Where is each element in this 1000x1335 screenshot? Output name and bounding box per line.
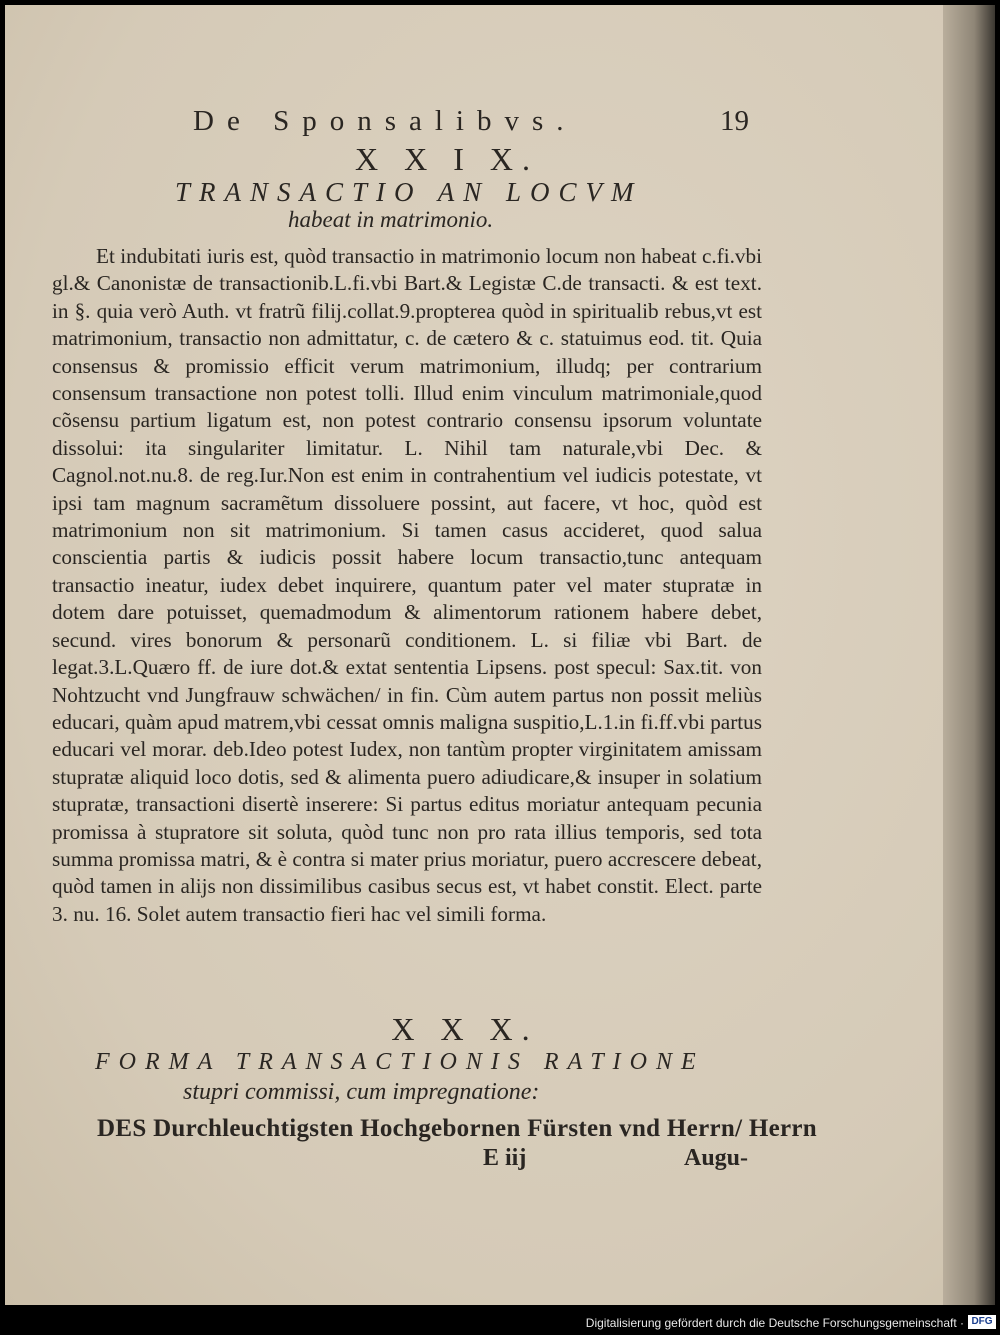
chapter-numeral-2: X X X. — [391, 1011, 539, 1047]
page-edge-shadow — [943, 5, 995, 1305]
signature-mark: E iij — [483, 1145, 527, 1171]
chapter-numeral: X X I X. — [355, 141, 539, 177]
book-page — [5, 5, 943, 1305]
page-number: 19 — [720, 105, 749, 137]
running-head: De Sponsalibvs. — [193, 105, 577, 137]
digitization-credit: Digitalisierung gefördert durch die Deutsche Forschungsgemeinschaft · — [585, 1316, 964, 1330]
chapter-subtitle-2: stupri commissi, cum impregnatione: — [183, 1079, 540, 1105]
blackletter-line: DES Durchleuchtigsten Hochgebornen Fürsten vnd Herrn/ Herrn — [97, 1115, 818, 1142]
chapter-title-2: FORMA TRANSACTIONIS RATIONE — [95, 1049, 705, 1075]
catchword: Augu- — [684, 1145, 749, 1171]
dfg-logo-icon: DFG — [968, 1315, 996, 1329]
body-paragraph: Et indubitati iuris est, quòd transactio in matrimonio locum non habeat c.fi.vbi gl.& Canonistæ de transactionib.L.fi.vbi Bart.& Legistæ C.de transacti. & est text. in §. quia verò Auth. vt fratrũ filij.collat.9.propterea quòd in spiritualib rebus,vt est matrimonium, transactio non admittatur, c. de cætero & c. statuimus eod. tit. Quia consensus & promissio efficit verum matrimonium, illudq; per contrarium consensum transactione non potest tolli. Illud enim vinculum matrimoniale,quod cõsensu partium ligatum est, non potest contrario consensu ipsorum voluntate dissolui: ita singulariter limitatur. L. Nihil tam naturale,vbi Dec. & Cagnol.not.nu.8. de reg.Iur.Non est enim in contrahentium vel iudicis potestate, vt ipsi tam magnum sacramẽtum dissoluere possint, aut facere, vt hoc, quòd est matrimonium non sit matrimonium. Si tamen casus accideret, quod salua conscientia partis & iudicis possit habere locum transactio,tunc antequam transactio ineatur, iudex debet inquirere, quantum pater vel mater stupratæ in dotem dare potuisset, quemadmodum & alimentorum rationem habere debet, secund. vires bonorum & personarũ conditionem. L. si filiæ vbi Bart. de legat.3.L.Quæro ff. de iure dot.& extat sententia Lipsens. post specul: Sax.tit. von Nohtzucht vnd Jungfrauw schwächen/ in fin. Cùm autem partus non possit meliùs educari, quàm apud matrem,vbi cessat omnis maligna suspitio,L.1.in fi.ff.vbi partus educari vel morar. deb.Ideo potest Iudex, non tantùm propter virginitatem amissam stupratæ aliquid loco dotis, sed & alimenta puero adiudicare,& insuper in solatium stupratæ, transactioni disertè inserere: Si partus editus moriatur antequam pecunia promissa à stupratore sit soluta, quòd tunc non pro rata illius temporis, sed tota summa promissa matri, & è contra si mater prius moriatur, puero accrescere debeat, quòd tamen in alijs non dissimilibus casibus secus est, vt habet constit. Elect. parte 3. nu. 16. Solet autem transactio fieri hac vel simili forma. — [52, 244, 762, 926]
chapter-subtitle: habeat in matrimonio. — [288, 207, 494, 232]
chapter-title: TRANSACTIO AN LOCVM — [175, 177, 643, 207]
